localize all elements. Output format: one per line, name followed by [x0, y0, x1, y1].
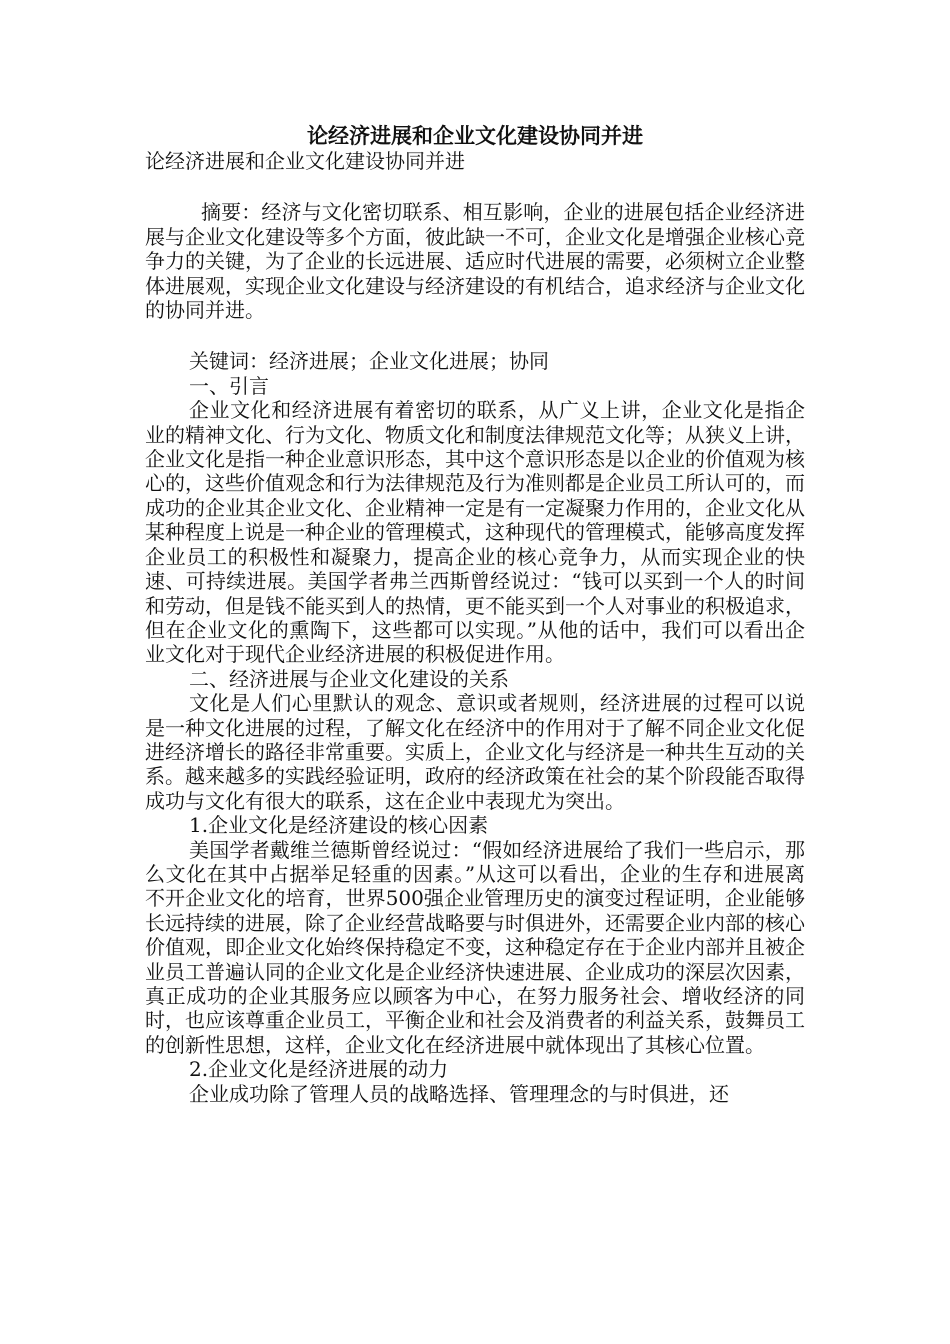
document-title: 论经济进展和企业文化建设协同并进: [307, 124, 643, 148]
introduction-paragraph: 企业文化和经济进展有着密切的联系，从广义上讲，企业文化是指企业的精神文化、行为文化、物质文化和制度法律规范文化等；从狭义上讲，企业文化是指一种企业意识形态，其中这个意识形态是以企业的价值观为核心的，这些价值观念和行为法律规范及行为准则都是企业员工所认可的，而成功的企业其企业文化、企业精神一定是有一定凝聚力作用的，企业文化从某种程度上说是一种企业的管理模式，这种现代的管理模式，能够高度发挥企业员工的积极性和凝聚力，提高企业的核心竞争力，从而实现企业的快速、可持续进展。美国学者弗兰西斯曾经说过：“钱可以买到一个人的时间和劳动，但是钱不能买到人的热情，更不能买到一个人对事业的积极追求，但在企业文化的熏陶下，这些都可以实现。”从他的话中，我们可以看出企业文化对于现代企业经济进展的积极促进作用。: [145, 398, 805, 667]
subsection-heading-core-factor: 1.企业文化是经济建设的核心因素: [189, 813, 489, 838]
document-subtitle: 论经济进展和企业文化建设协同并进: [145, 149, 465, 173]
section-heading-introduction: 一、引言: [189, 373, 269, 398]
abstract-paragraph: 摘要：经济与文化密切联系、相互影响，企业的进展包括企业经济进展与企业文化建设等多个方面，彼此缺一不可，企业文化是增强企业核心竞争力的关键，为了企业的长远进展、适应时代进展的需要，必须树立企业整体进展观，实现企业文化建设与经济建设的有机结合，追求经济与企业文化的协同并进。: [145, 200, 805, 323]
section-heading-relationship: 二、经济进展与企业文化建设的关系: [189, 666, 509, 691]
keywords-line: 关键词：经济进展；企业文化进展；协同: [189, 349, 549, 374]
driving-force-paragraph: 企业成功除了管理人员的战略选择、管理理念的与时俱进，还: [189, 1081, 729, 1106]
core-factor-paragraph: 美国学者戴维兰德斯曾经说过：“假如经济进展给了我们一些启示，那么文化在其中占据举足轻重的因素。”从这可以看出，企业的生存和进展离不开企业文化的培育，世界500强企业管理历史的演变过程证明，企业能够长远持续的进展，除了企业经营战略要与时俱进外，还需要企业内部的核心价值观，即企业文化始终保持稳定不变，这种稳定存在于企业内部并且被企业员工普遍认同的企业文化是企业经济快速进展、企业成功的深层次因素，真正成功的企业其服务应以顾客为中心，在努力服务社会、增收经济的同时，也应该尊重企业员工，平衡企业和社会及消费者的利益关系，鼓舞员工的创新性思想，这样，企业文化在经济进展中就体现出了其核心位置。: [145, 837, 805, 1057]
relationship-paragraph: 文化是人们心里默认的观念、意识或者规则，经济进展的过程可以说是一种文化进展的过程，了解文化在经济中的作用对于了解不同企业文化促进经济增长的路径非常重要。实质上，企业文化与经济是一种共生互动的关系。越来越多的实践经验证明，政府的经济政策在社会的某个阶段能否取得成功与文化有很大的联系，这在企业中表现尤为突出。: [145, 691, 805, 813]
subsection-heading-driving-force: 2.企业文化是经济进展的动力: [189, 1057, 449, 1082]
document-body: [145, 149, 805, 1106]
